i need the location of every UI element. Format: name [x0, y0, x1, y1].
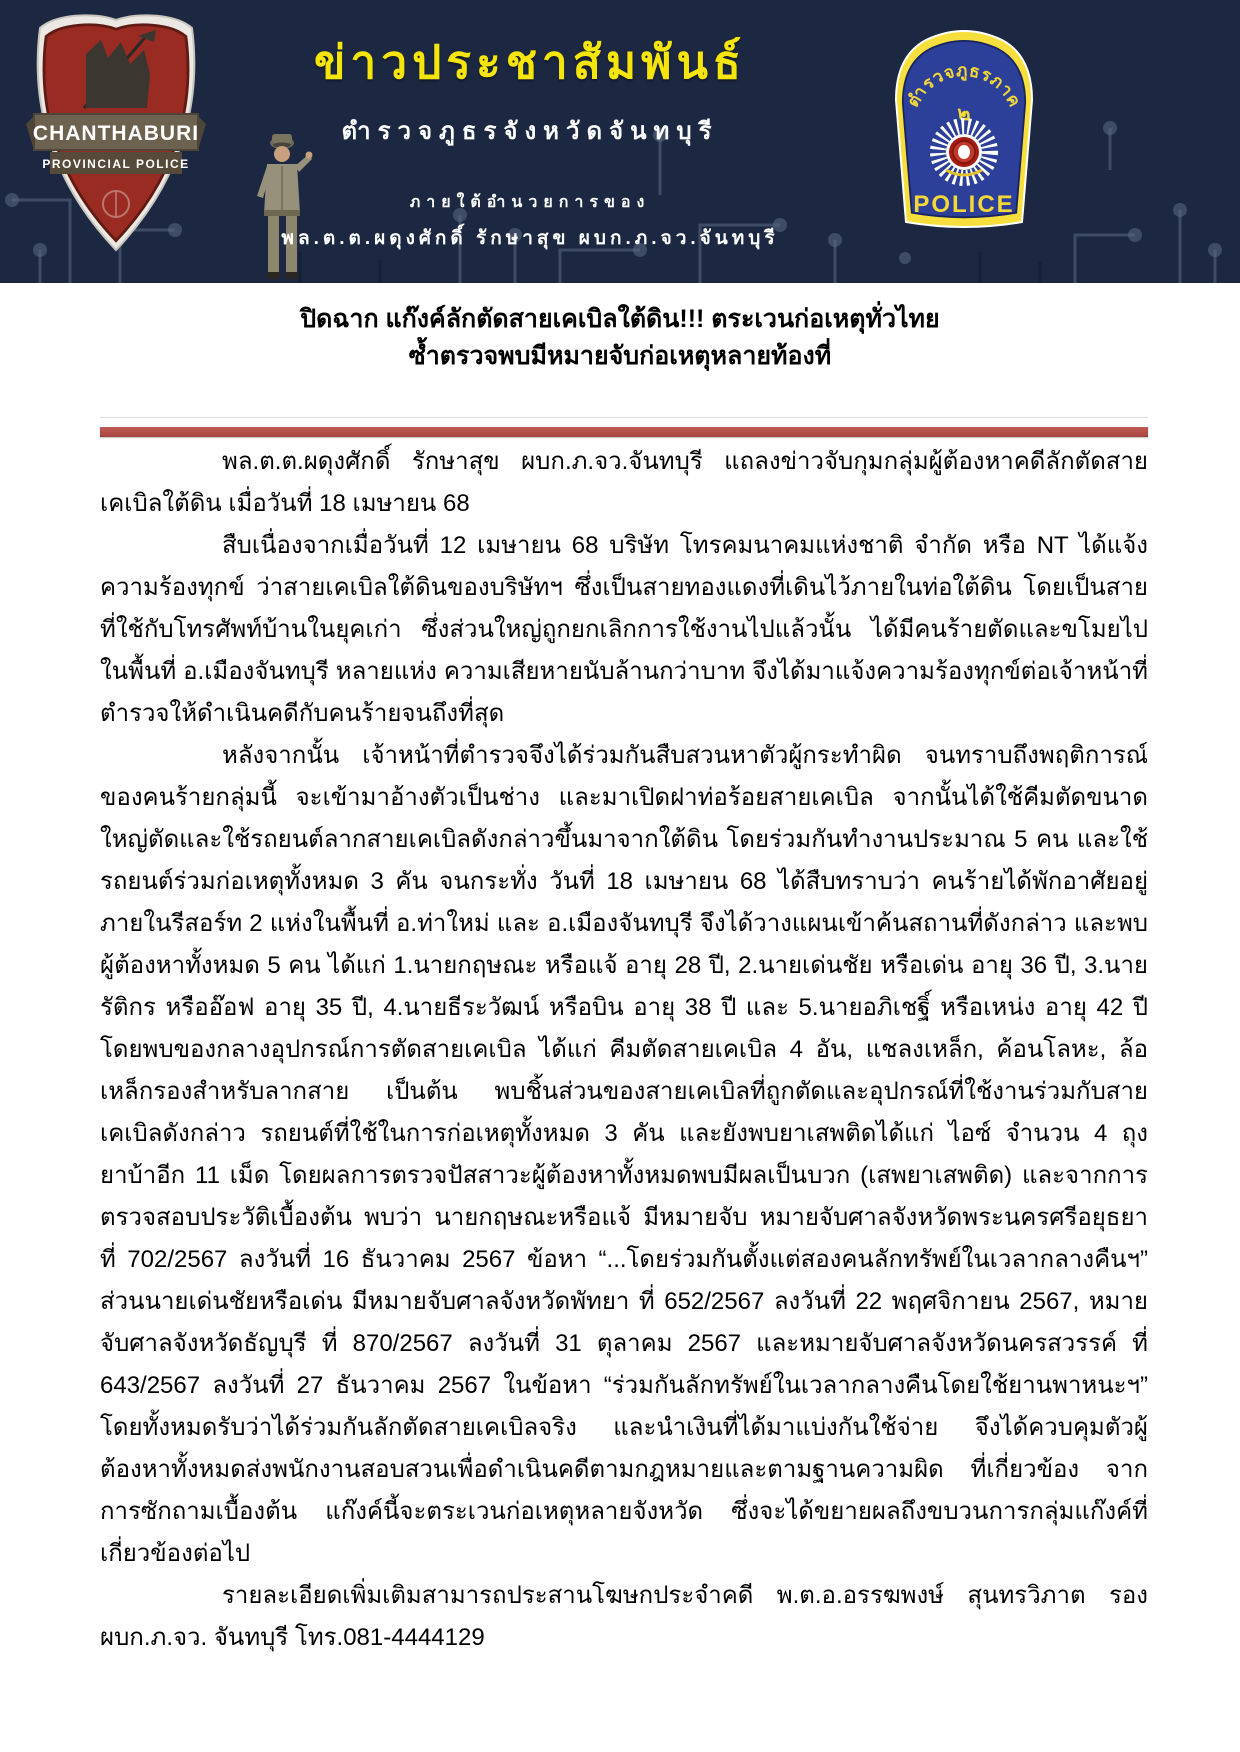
under-direction-label: ภายใต้อำนวยการของ: [409, 194, 651, 211]
article-title-line1: ปิดฉาก แก๊งค์ลักตัดสายเคเบิลใต้ดิน!!! ตระเวนก่อเหตุทั่วไทย: [300, 305, 940, 333]
commander-name: พล.ต.ต.ผดุงศักดิ์ รักษาสุข ผบก.ภ.จว.จันทบุรี: [281, 228, 779, 249]
red-divider-bar: [100, 427, 1148, 437]
article-title: [0, 301, 1240, 375]
badge-police-label: POLICE: [913, 191, 1015, 218]
article-title-line2: ซ้ำตรวจพบมีหมายจับก่อเหตุหลายท้องที่: [408, 342, 832, 370]
press-release-title: ข่าวประชาสัมพันธ์: [313, 36, 746, 88]
divider-hairline: [100, 417, 1148, 418]
crest-line2: PROVINCIAL POLICE: [42, 157, 190, 171]
header-text-block: [230, 26, 830, 253]
crest-ribbon: [26, 114, 206, 174]
paragraph-investigation: หลังจากนั้น เจ้าหน้าที่ตำรวจจึงได้ร่วมกันสืบสวนหาตัวผู้กระทำผิด จนทราบถึงพฤติการณ์ของคนร้ายกลุ่มนี้ จะเข้ามาอ้างตัวเป็นช่าง และมาเปิดฝาท่อร้อยสายเคเบิล จากนั้นได้ใช้คีมตัดขนาดใหญ่ตัดและใช้รถยนต์ลากสายเคเบิลดังกล่าวขึ้นมาจากใต้ดิน โดยร่วมกันทำงานประมาณ 5 คน และใช้รถยนต์ร่วมก่อเหตุทั้งหมด 3 คัน จนกระทั่ง วันที่ 18 เมษายน 68 ได้สืบทราบว่า คนร้ายได้พักอาศัยอยู่ภายในรีสอร์ท 2 แห่งในพื้นที่ อ.ท่าใหม่ และ อ.เมืองจันทบุรี จึงได้วางแผนเข้าค้นสถานที่ดังกล่าว และพบผู้ต้องหาทั้งหมด 5 คน ได้แก่ 1.นายกฤษณะ หรือแจ้ อายุ 28 ปี, 2.นายเด่นชัย หรือเด่น อายุ 36 ปี, 3.นายรัติกร หรืออ๊อฟ อายุ 35 ปี, 4.นายธีระวัฒน์ หรือบิน อายุ 38 ปี และ 5.นายอภิเชฐิ์ หรือเหน่ง อายุ 42 ปี โดยพบของกลางอุปกรณ์การตัดสายเคเบิล ได้แก่ คีมตัดสายเคเบิล 4 อัน, แชลงเหล็ก, ค้อนโลหะ, ล้อเหล็กรองสำหรับลากสาย เป็นต้น พบชิ้นส่วนของสายเคเบิลที่ถูกตัดและอุปกรณ์ที่ใช้งานร่วมกับสายเคเบิลดังกล่าว รถยนต์ที่ใช้ในการก่อเหตุทั้งหมด 3 คัน และยังพบยาเสพติดได้แก่ ไอซ์ จำนวน 4 ถุง ยาบ้าอีก 11 เม็ด โดยผลการตรวจปัสสาวะผู้ต้องหาทั้งหมดพบมีผลเป็นบวก (เสพยาเสพติด) และจากการตรวจสอบประวัติเบื้องต้น พบว่า นายกฤษณะหรือแจ้ มีหมายจับ หมายจับศาลจังหวัดพระนครศรีอยุธยา ที่ 702/2567 ลงวันที่ 16 ธันวาคม 2567 ข้อหา “...โดยร่วมกันตั้งแต่สองคนลักทรัพย์ในเวลากลางคืนฯ” ส่วนนายเด่นชัยหรือเด่น มีหมายจับศาลจังหวัดพัทยา ที่ 652/2567 ลงวันที่ 22 พฤศจิกายน 2567, หมายจับศาลจังหวัดธัญบุรี ที่ 870/2567 ลงวันที่ 31 ตุลาคม 2567 และหมายจับศาลจังหวัดนครสวรรค์ ที่ 643/2567 ลงวันที่ 27 ธันวาคม 2567 ในข้อหา “ร่วมกันลักทรัพย์ในเวลากลางคืนโดยใช้ยานพาหนะฯ” โดยทั้งหมดรับว่าได้ร่วมกันลักตัดสายเคเบิลจริง และนำเงินที่ได้มาแบ่งกันใช้จ่าย จึงได้ควบคุมตัวผู้ต้องหาทั้งหมดส่งพนักงานสอบสวนเพื่อดำเนินคดีตามกฎหมายและตามฐานความผิด ที่เกี่ยวข้อง จากการซักถามเบื้องต้น แก๊งค์นี้จะตระเวนก่อเหตุหลายจังหวัด ซึ่งจะได้ขยายผลถึงขบวนการกลุ่มแก๊งค์ที่เกี่ยวข้องต่อไป: [100, 742, 1148, 1567]
region2-police-badge: [886, 20, 1042, 234]
header-banner: [0, 0, 1240, 283]
badge-arc-text: ตำรวจภูธรภาค: [903, 60, 1025, 111]
agency-name: ตำรวจภูธรจังหวัดจันทบุรี: [341, 118, 719, 145]
article-body: [100, 441, 1148, 1659]
badge-region-numeral: ๒: [957, 103, 971, 125]
paragraph-contact: รายละเอียดเพิ่มเติมสามารถประสานโฆษกประจำคดี พ.ต.อ.อรรฆพงษ์ สุนทรวิภาต รอง ผบก.ภ.จว. จันทบุรี โทร.081-4444129: [100, 1582, 1148, 1651]
crest-line1: CHANTHABURI: [32, 122, 200, 145]
under-direction-block: [230, 190, 830, 253]
chanthaburi-police-crest: [26, 12, 206, 256]
paragraph-background: สืบเนื่องจากเมื่อวันที่ 12 เมษายน 68 บริษัท โทรคมนาคมแห่งชาติ จำกัด หรือ NT ได้แจ้งความร้องทุกข์ ว่าสายเคเบิลใต้ดินของบริษัทฯ ซึ่งเป็นสายทองแดงที่เดินไว้ภายในท่อใต้ดิน โดยเป็นสายที่ใช้กับโทรศัพท์บ้านในยุคเก่า ซึ่งส่วนใหญ่ถูกยกเลิกการใช้งานไปแล้วนั้น ได้มีคนร้ายตัดและขโมยไป ในพื้นที่ อ.เมืองจันทบุรี หลายแห่ง ความเสียหายนับล้านกว่าบาท จึงได้มาแจ้งความร้องทุกข์ต่อเจ้าหน้าที่ตำรวจให้ดำเนินคดีกับคนร้ายจนถึงที่สุด: [100, 532, 1148, 727]
paragraph-lead: พล.ต.ต.ผดุงศักดิ์ รักษาสุข ผบก.ภ.จว.จันทบุรี แถลงข่าวจับกุมกลุ่มผู้ต้องหาคดีลักตัดสายเคเบิลใต้ดิน เมื่อวันที่ 18 เมษายน 68: [100, 448, 1148, 517]
